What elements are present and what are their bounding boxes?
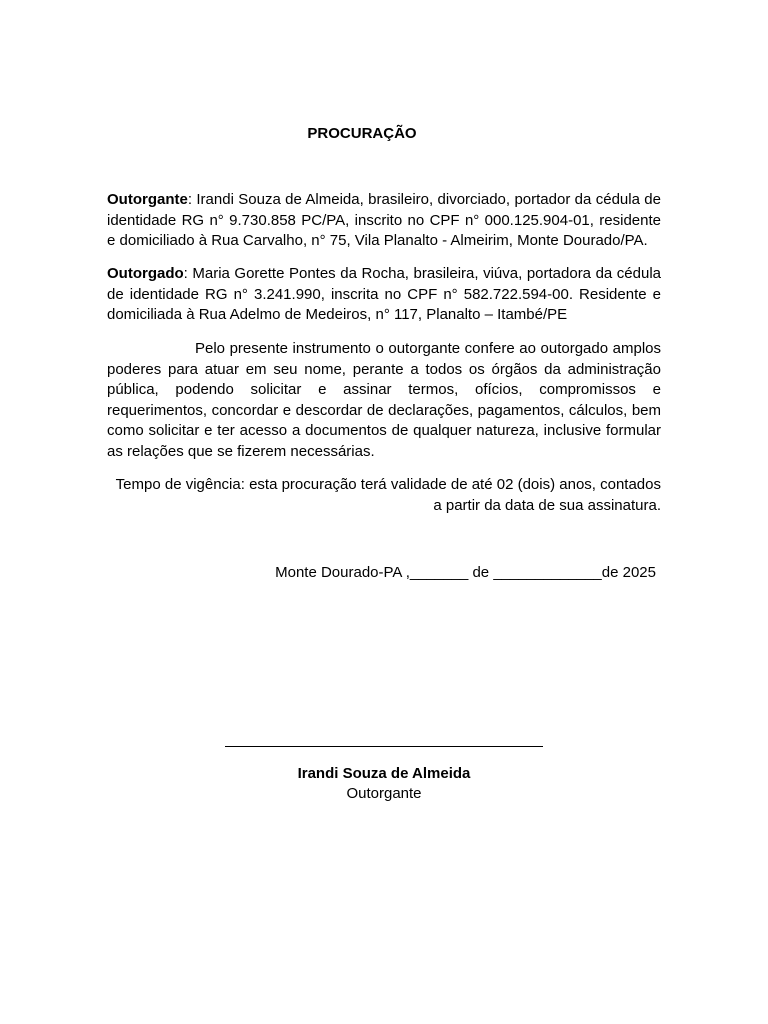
date-line: Monte Dourado-PA ,_______ de _____________de 2025 [275,564,656,581]
signatory-role: Outorgante [346,785,422,802]
signature-line [225,746,543,747]
signatory-name: Irandi Souza de Almeida [297,765,471,782]
grantee-label: Outorgado [107,265,184,282]
grantor-paragraph [107,190,661,252]
grantee-text: : Maria Gorette Pontes da Rocha, brasileira, viúva, portadora da cédula de identidade RG n° 3.241.990, inscrita no CPF n° 582.722.594-00. Residente e domiciliada à Rua Adelmo de Medeiros, n° 117, Planalto – Itambé/PE [107,265,661,323]
document-title: PROCURAÇÃO [307,125,417,142]
powers-paragraph: Pelo presente instrumento o outorgante confere ao outorgado amplos poderes para atuar em seu nome, perante a todos os órgãos da administração pública, podendo solicitar e assinar termos, ofícios, compromissos e requerimentos, concordar e descordar de declarações, pagamentos, cálculos, bem como solicitar e ter acesso a documentos de qualquer natureza, inclusive formular as relações que se fizerem necessárias. [107,340,661,460]
validity-paragraph: Tempo de vigência: esta procuração terá validade de até 02 (dois) anos, contados a partir da data de sua assinatura. [115,476,661,514]
grantee-paragraph [107,264,661,326]
grantor-text: : Irandi Souza de Almeida, brasileiro, divorciado, portador da cédula de identidade RG n° 9.730.858 PC/PA, inscrito no CPF n° 000.125.904-01, residente e domiciliado à Rua Carvalho, n° 75, Vila Planalto - Almeirim, Monte Dourado/PA. [107,191,661,249]
grantor-label: Outorgante [107,191,188,208]
